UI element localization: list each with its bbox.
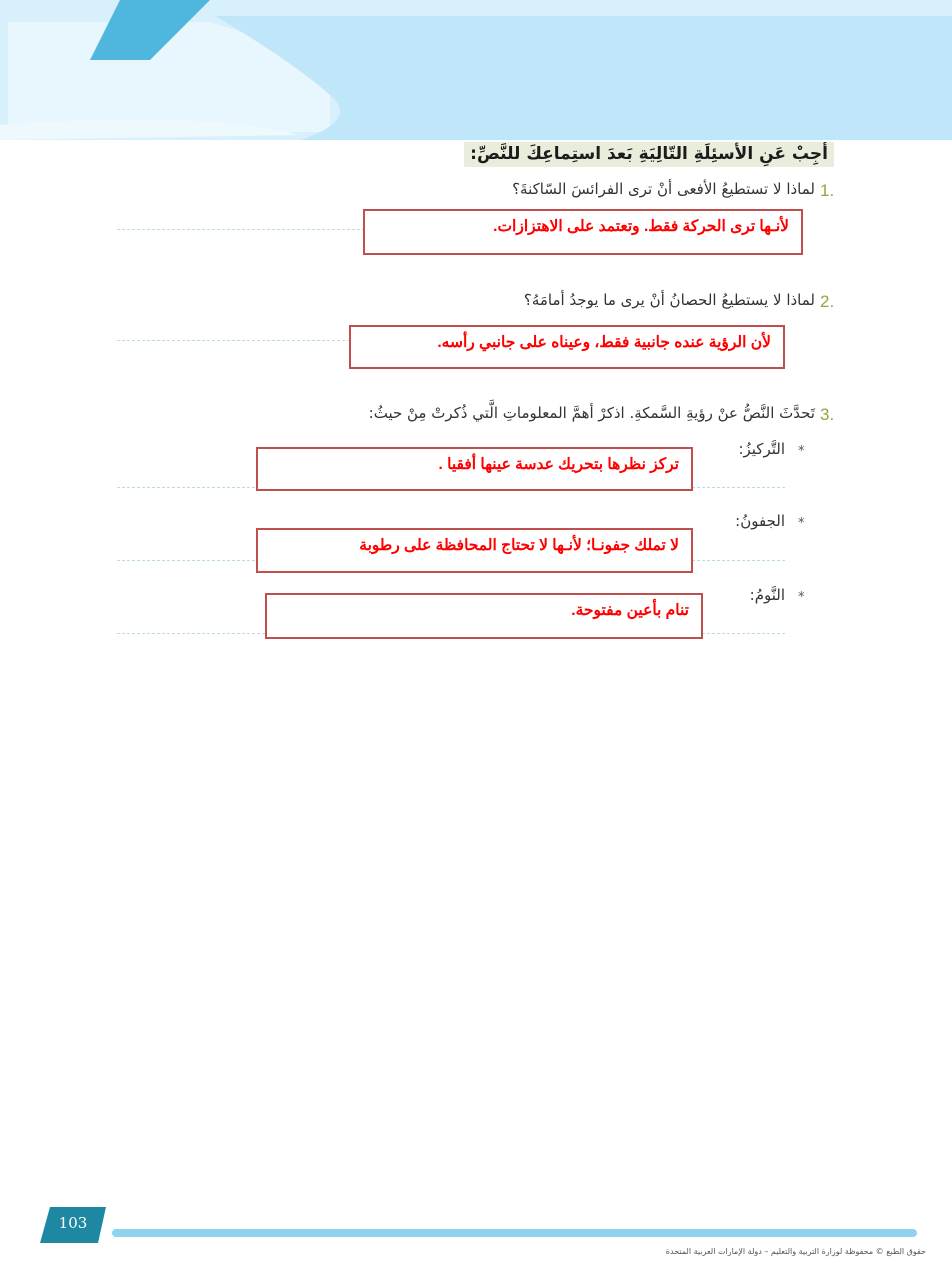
header-banner	[0, 0, 952, 140]
question-2-text: لماذا لا يستطيعُ الحصانُ أنْ يرى ما يوجدُ أمامَهُ؟	[523, 291, 815, 309]
answer-box-sleep[interactable]: تنام بأعين مفتوحة.	[265, 593, 703, 639]
question-3-text: تَحدَّثَ النَّصُّ عنْ رؤيةِ السَّمكةِ. اذكرْ أهمَّ المعلوماتِ الَّتي ذُكرتْ مِنْ حيثُ:	[368, 404, 815, 422]
question-3-number: 3.	[820, 405, 835, 424]
bullet-sleep: *	[798, 590, 805, 605]
copyright-notice: حقوق الطبع © محفوظة لوزارة التربية والتعليم – دولة الإمارات العربية المتحدة	[665, 1247, 926, 1256]
bullet-focus: *	[798, 444, 805, 459]
question-1-number: 1.	[820, 181, 835, 200]
instruction-heading: أجِبْ عَنِ الأسئِلَةِ التّالِيَةِ بَعدَ استِماعِكَ للنَّصِّ:	[464, 142, 834, 167]
answer-box-focus[interactable]: تركز نظرها بتحريك عدسة عينها أفقيا .	[256, 447, 693, 491]
question-1-text: لماذا لا تستطيعُ الأفعى أنْ ترى الفرائسَ السّاكنةَ؟	[512, 180, 815, 198]
footer-bar	[112, 1229, 917, 1237]
eyelids-label: الجفونُ:	[735, 512, 785, 530]
answer-box-1[interactable]: لأنـها ترى الحركة فقط. وتعتمد على الاهتزازات.	[363, 209, 803, 255]
answer-box-eyelids[interactable]: لا تملك جفونـا؛ لأنـها لا تحتاج المحافظة على رطوبة	[256, 528, 693, 573]
answer-box-2[interactable]: لأن الرؤية عنده جانبية فقط، وعيناه على جانبي رأسه.	[349, 325, 785, 369]
sleep-label: النَّومُ:	[749, 586, 785, 604]
bullet-eyelids: *	[798, 516, 805, 531]
focus-label: التَّركيزُ:	[738, 440, 785, 458]
question-2-number: 2.	[820, 292, 835, 311]
page-number: 103	[58, 1214, 88, 1232]
